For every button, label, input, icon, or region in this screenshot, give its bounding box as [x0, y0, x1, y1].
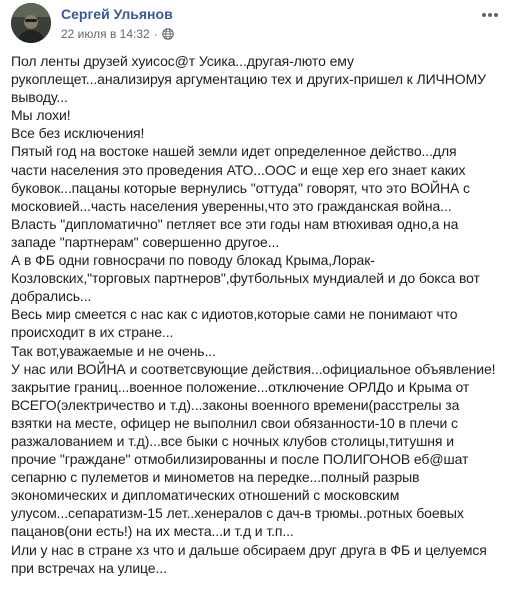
post-paragraph: Мы лохи!: [11, 107, 71, 124]
post-paragraph: Все без исключения!: [11, 125, 145, 142]
post-paragraph: А в ФБ одни говносрачи по поводу блокад Крыма,Лорак- Козловских,"торговых партнеров",футбольных мундиалей и до бокса вот добрались...: [11, 252, 480, 305]
post-paragraph: Пол ленты друзей хуисос@т Усика...другая-лютo ему рукоплещет...анализируя аргументацию тех и других-пришел к ЛИЧНОМУ выводу...: [11, 53, 486, 106]
post-paragraph: Весь мир смеется с нас как с идиотов,которые сами не понимают что происходит в их стране...: [11, 306, 458, 341]
meta-separator: ·: [153, 27, 158, 41]
globe-icon[interactable]: [162, 28, 174, 40]
post-paragraph: Так вот,уважаемые и не очень...: [11, 342, 216, 359]
post-timestamp[interactable]: 22 июля в 14:32: [61, 27, 150, 41]
post-paragraph: У нас или ВОЙНА и соответсвующие действия...официальное объявление! закрытие границ...военное положение...отключение ОРЛДо и Крыма от ВСЕГО(электричество и т.д)...законы военного времени(расстрелы за взятки на месте, офицер не выполнил свои обязанности-10 в плечи с разжалованием и т.д)...все быки с ночных клубов столицы,титушня и прочие "граждане" отмобилизированны и после ПОЛИГОНОВ еб@шат сепарню с пулеметов и минометов на передке...полный разрыв экономических и дипломатических отношений с московским улусом...сепаратизм-15 лет..хенералов с дач-в трюмы..ротных боевых пацанов(они есть!) на их места...и т.д и т.п...: [11, 360, 496, 540]
more-icon[interactable]: [480, 8, 500, 22]
post-meta: [61, 27, 174, 41]
post-paragraph: Или у нас в стране хз что и дальше обсираем друг друга в ФБ и целуемся при встречах на улице...: [11, 541, 487, 576]
author-name[interactable]: Сергей Ульянов: [61, 6, 173, 22]
avatar[interactable]: [11, 3, 51, 43]
post-header: [0, 0, 510, 52]
post-body: [11, 52, 505, 577]
post-paragraph: Пятый год на востоке нашей земли идет определенное действо...для части населения это проведения АТО...ООС и еще хер его знает каких буковок...пацаны которые вернулись "оттуда" говорят, что это ВОЙНА с московией...часть населения уверенны,что это гражданская война...: [11, 143, 470, 214]
post-paragraph: Власть "дипломатично" петляет все эти годы нам втюхивая одно,а на западе "партнерам" совершенно другое...: [11, 215, 459, 250]
avatar-photo: [11, 3, 51, 43]
